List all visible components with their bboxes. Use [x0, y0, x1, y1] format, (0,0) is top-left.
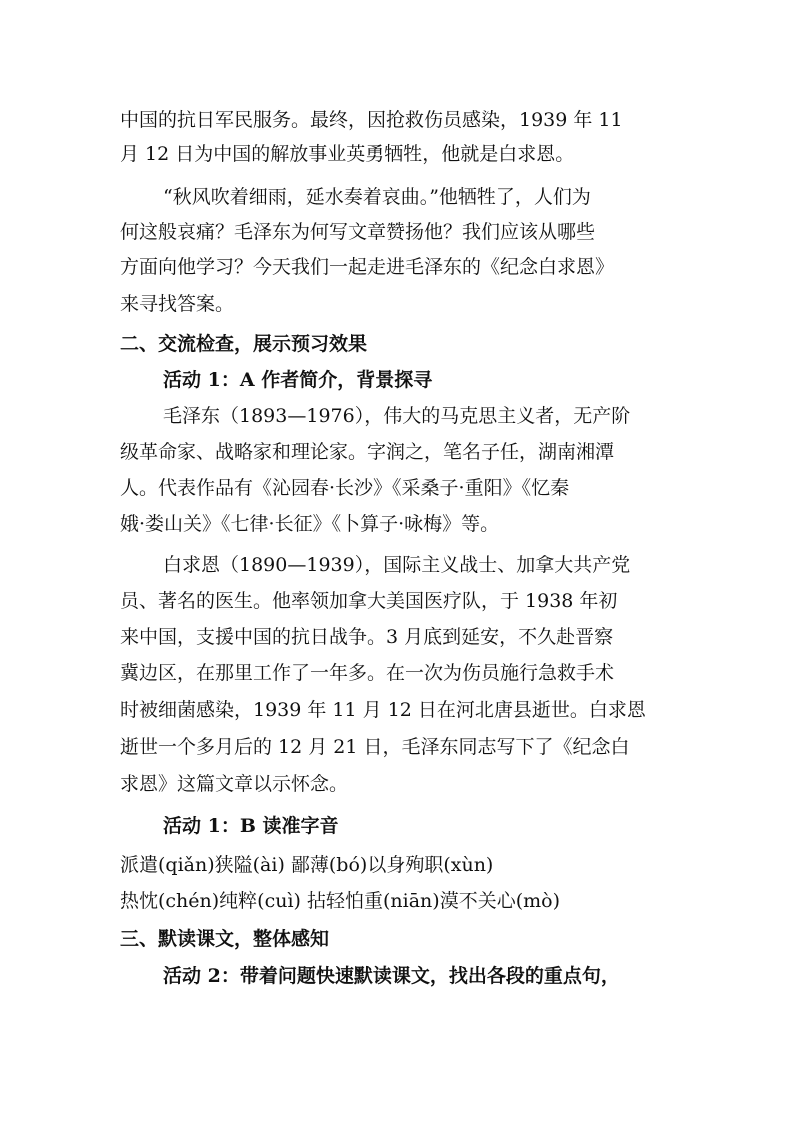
paragraph-line-5: 方面向他学习？今天我们一起走进毛泽东的《纪念白求恩》: [120, 256, 615, 278]
paragraph-line-11: 人。代表作品有《沁园春·长沙》《采桑子·重阳》《忆秦: [120, 477, 570, 499]
activity-heading-1a: 活动 1：A 作者简介，背景探寻: [163, 369, 433, 391]
activity-heading-2: 活动 2：带着问题快速默读课文，找出各段的重点句，: [163, 965, 620, 987]
pinyin-line-2: 热忱(chén)纯粹(cuì) 拈轻怕重(niān)漠不关心(mò): [120, 890, 560, 912]
paragraph-line-1: 中国的抗日军民服务。最终，因抢救伤员感染，1939 年 11: [120, 109, 623, 131]
paragraph-line-17: 时被细菌感染，1939 年 11 月 12 日在河北唐县逝世。白求恩: [120, 699, 646, 721]
paragraph-line-13: 白求恩（1890—1939），国际主义战士、加拿大共产党: [163, 554, 631, 576]
paragraph-line-18: 逝世一个多月后的 12 月 21 日，毛泽东同志写下了《纪念白: [120, 736, 630, 758]
paragraph-line-4: 何这般哀痛？毛泽东为何写文章赞扬他？我们应该从哪些: [120, 221, 596, 243]
paragraph-line-15: 来中国，支援中国的抗日战争。3 月底到延安，不久赴晋察: [120, 626, 614, 648]
pinyin-line-1: 派遣(qiǎn)狭隘(ài) 鄙薄(bó)以身殉职(xùn): [120, 854, 494, 876]
paragraph-line-12: 娥·娄山关》《七律·长征》《卜算子·咏梅》等。: [120, 513, 500, 535]
paragraph-line-14: 员、著名的医生。他率领加拿大美国医疗队，于 1938 年初: [120, 590, 618, 612]
paragraph-line-3: “秋风吹着细雨，延水奏着哀曲。”他牺牲了，人们为: [163, 186, 591, 208]
paragraph-line-9: 毛泽东（1893—1976），伟大的马克思主义者，无产阶: [163, 405, 631, 427]
paragraph-line-19: 求恩》这篇文章以示怀念。: [120, 773, 349, 795]
activity-heading-1b: 活动 1：B 读准字音: [163, 815, 339, 837]
section-heading-2: 二、交流检查，展示预习效果: [120, 333, 368, 355]
paragraph-line-2: 月 12 日为中国的解放事业英勇牺牲，他就是白求恩。: [120, 143, 575, 165]
paragraph-line-16: 冀边区，在那里工作了一年多。在一次为伤员施行急救手术: [120, 662, 615, 684]
section-heading-3: 三、默读课文，整体感知: [120, 928, 330, 950]
paragraph-line-6: 来寻找答案。: [120, 293, 235, 315]
paragraph-line-10: 级革命家、战略家和理论家。字润之，笔名子任，湖南湘潭: [120, 441, 615, 463]
